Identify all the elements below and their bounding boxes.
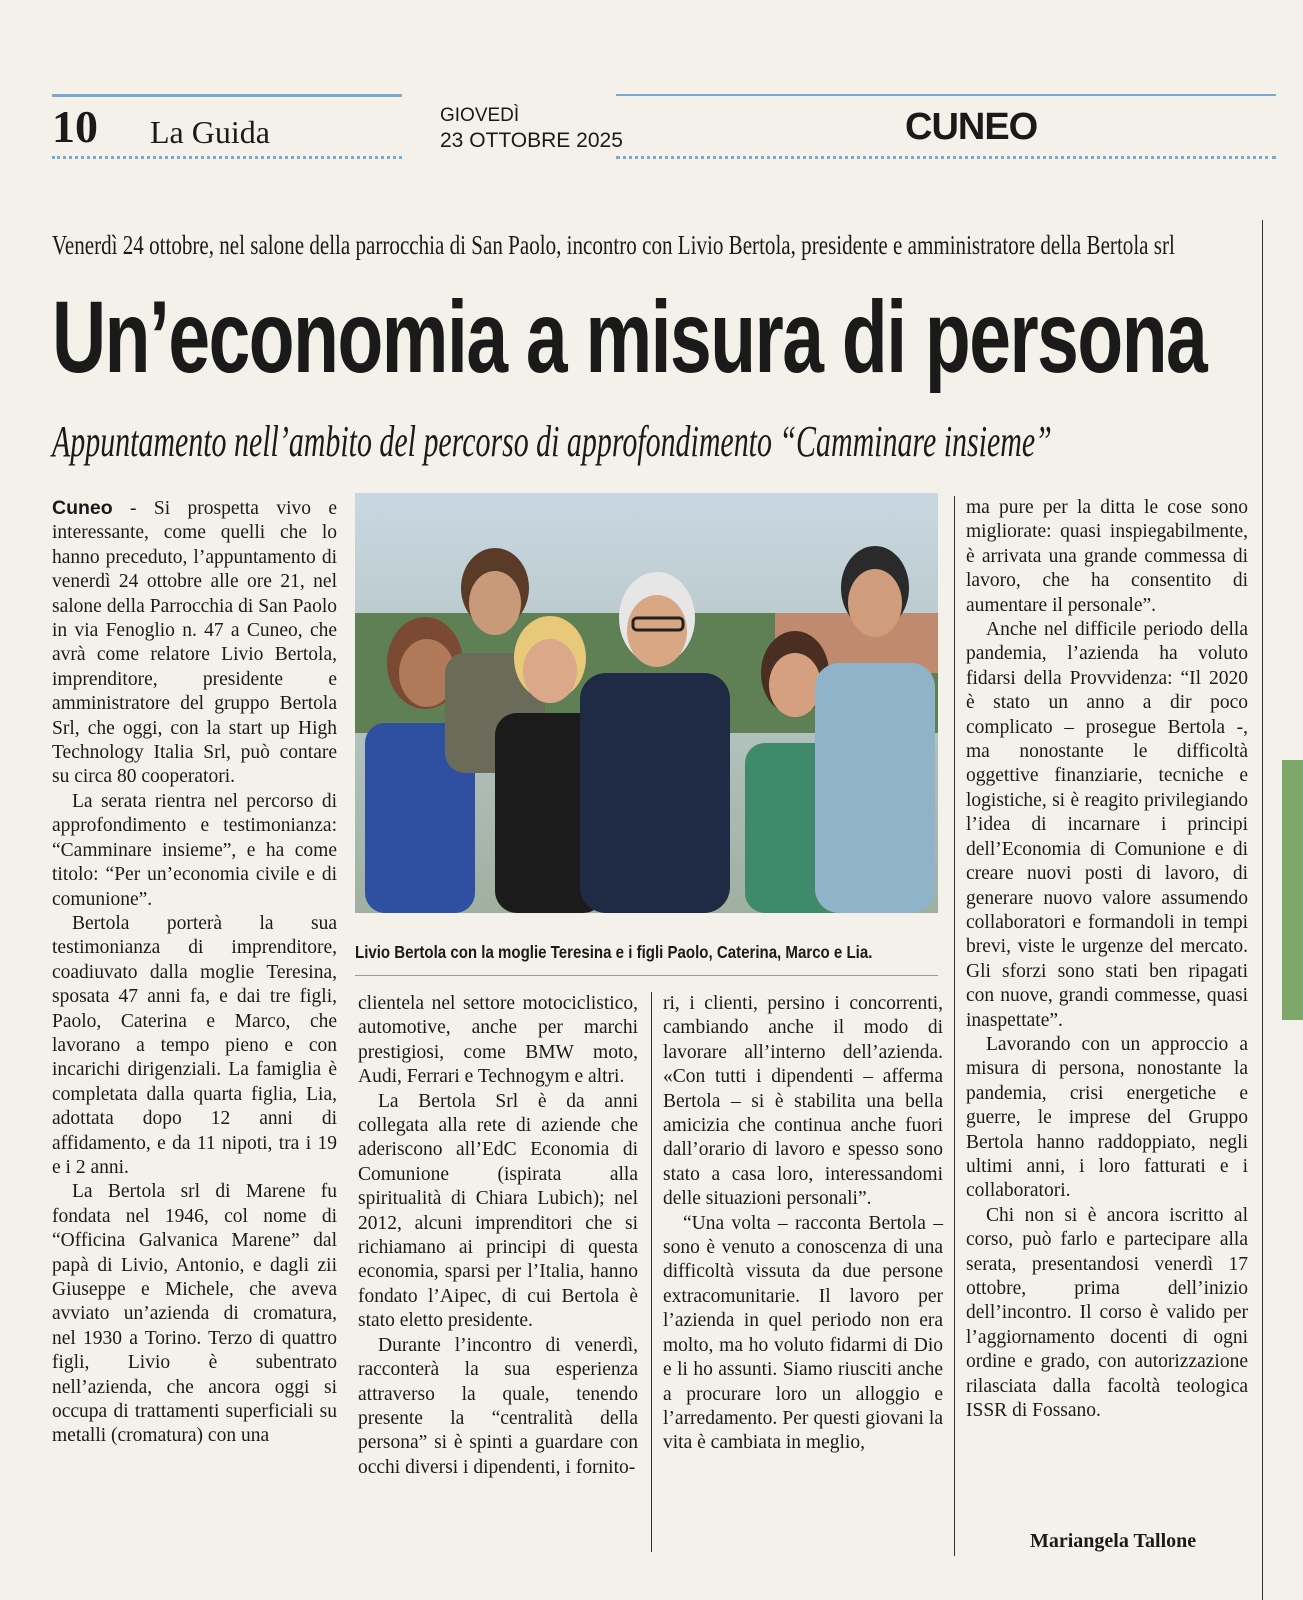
paragraph: ma pure per la ditta le cose sono migliorate: quasi inspiegabilmente, è arrivata una grande commessa di lavoro, che ha consentito di aumentare il personale”.	[966, 497, 1248, 616]
top-rule	[52, 94, 402, 97]
article-subhead: Appuntamento nell’ambito del percorso di approfondimento “Camminare insieme”	[52, 417, 1052, 466]
article-column-1	[52, 496, 337, 1449]
byline: Mariangela Tallone	[1030, 1530, 1197, 1552]
paragraph: La Bertola Srl è da anni collegata alla rete di aziende che aderiscono all’EdC Economia di Comunione (ispirata alla spiritualità di Chiara Lubich); nel 2012, alcuni imprenditori che si richiamano ai principi di questa economia, sparsi per l’Italia, hanno fondato l’Aipec, di cui Bertola è stato eletto presidente.	[358, 1090, 638, 1332]
paragraph: Lavorando con un approccio a misura di persona, nonostante la pandemia, crisi energetiche e guerre, le imprese del Gruppo Bertola hanno raddoppiato, negli ultimi anni, i loro fatturati e i collaboratori.	[966, 1033, 1248, 1202]
paragraph: clientela nel settore motociclistico, automotive, anche per marchi prestigiosi, come BMW moto, Audi, Ferrari e Technogym e altri.	[358, 993, 638, 1088]
top-rule-right	[616, 94, 1276, 96]
article-column-2	[358, 992, 638, 1480]
paragraph: Cuneo - Si prospetta vivo e interessante, come quelli che lo hanno preceduto, l’appuntamento di venerdì 24 ottobre alle ore 21, nel salone della Parrocchia di San Paolo in via Fenoglio n. 47 a Cuneo, che avrà come relatore Livio Bertola, imprenditore, presidente e amministratore del gruppo Bertola Srl, che oggi, con la start up High Technology Italia Srl, può contare su circa 80 cooperatori.	[52, 497, 337, 788]
page-number: 10	[52, 101, 98, 152]
paragraph: Chi non si è ancora iscritto al corso, può farlo e partecipare alla serata, presentandosi venerdì 17 ottobre, prima dell’inizio dell’incontro. Il corso è valido per l’aggiornamento docenti di ogni ordine e grado, con autorizzazione rilasciata dalla facoltà teologica ISSR di Fossano.	[966, 1204, 1248, 1422]
article-column-4	[966, 496, 1248, 1423]
issue-date: 23 OTTOBRE 2025	[440, 129, 623, 152]
paragraph: Durante l’incontro di venerdì, racconterà la sua esperienza attraverso la quale, tenendo presente la “centralità della persona” si è spinti a guardare con occhi diversi i dipendenti, i fornito-	[358, 1334, 638, 1478]
issue-day: GIOVEDÌ	[440, 105, 520, 126]
article-column-3	[663, 992, 943, 1456]
paragraph: “Una volta – racconta Bertola – sono è venuto a conoscenza di una difficoltà vissuta da due persone extracomunitarie. Il lavoro per l’azienda in quel periodo non era molto, ma ho voluto fidarmi di Dio e li ho assunti. Siamo riusciti anche a procurare loro un alloggio e l’arredamento. Per questi giovani la vita è cambiata in meglio,	[663, 1212, 943, 1454]
article-kicker: Venerdì 24 ottobre, nel salone della parrocchia di San Paolo, incontro con Livio Bertola, presidente e amministratore della Bertola srl	[52, 230, 1175, 260]
column-divider	[954, 496, 955, 1556]
dateline: Cuneo	[52, 497, 113, 519]
masthead-rule-left	[52, 156, 402, 162]
paper-name: La Guida	[150, 114, 270, 150]
caption-rule	[355, 975, 938, 976]
column-divider	[651, 992, 652, 1552]
photo-caption: Livio Bertola con la moglie Teresina e i figli Paolo, Caterina, Marco e Lia.	[355, 942, 873, 962]
paragraph: ri, i clienti, persino i concorrenti, cambiando anche il modo di lavorare all’interno dell’azienda. «Con tutti i dipendenti – afferma Bertola – si è stabilita una bella amicizia che continua anche fuori dall’orario di lavoro e spesso sono stato a casa loro, interessandomi delle situazioni personali”.	[663, 993, 943, 1210]
paragraph: Anche nel difficile periodo della pandemia, l’azienda ha voluto fidarsi della Provvidenza: “Il 2020 è stato un anno a dir poco complicato – prosegue Bertola -, ma nonostante le difficoltà oggettive finanziarie, tecniche e logistiche, si è reagito privilegiando l’idea di incarnare i principi dell’Economia di Comunione e di creare nuovi posti di lavoro, di generare nuovo valore assumendo collaboratori e formandoli in tempi brevi, viste le urgenze del mercato. Gli sforzi sono stati ben ripagati con nuove, grandi commesse, quasi inaspettate”.	[966, 619, 1248, 1031]
masthead-rule-right	[616, 156, 1276, 162]
family-photo	[355, 493, 938, 913]
paragraph: La serata rientra nel percorso di approfondimento e testimonianza: “Camminare insieme”, e ha come titolo: “Per un’economia civile e di comunione”.	[52, 790, 337, 910]
section-title: CUNEO	[905, 106, 1038, 148]
article-headline: Un’economia a misura di persona	[52, 280, 1207, 394]
adjacent-page-edge	[1262, 220, 1303, 1600]
paragraph: La Bertola srl di Marene fu fondata nel 1946, col nome di “Officina Galvanica Marene” dal papà di Livio, Antonio, e dagli zii Giuseppe e Michele, che aveva avviato un’azienda di cromatura, nel 1930 a Torino. Terzo di quattro figli, Livio è subentrato nell’azienda, che ancora oggi si occupa di trattamenti superficiali su metalli (cromatura) con una	[52, 1181, 337, 1447]
paragraph: Bertola porterà la sua testimonianza di imprenditore, coadiuvato dalla moglie Teresina, sposata 47 anni fa, e dai tre figli, Paolo, Caterina e Marco, che lavorano a tempo pieno e con incarichi dirigenziali. La famiglia è completata dalla quarta figlia, Lia, adottata dopo 12 anni di affidamento, e da 11 nipoti, tra i 19 e i 2 anni.	[52, 912, 337, 1178]
